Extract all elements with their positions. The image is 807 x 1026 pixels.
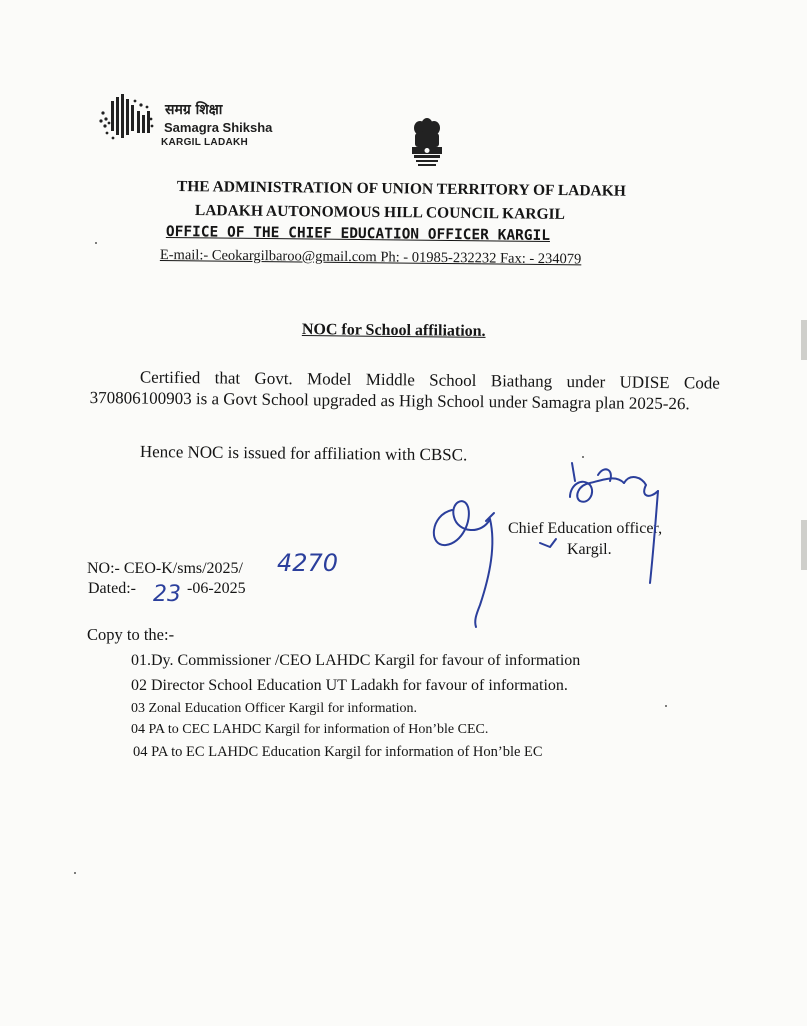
letterhead-line-1: THE ADMINISTRATION OF UNION TERRITORY OF LADAKH bbox=[176, 178, 626, 200]
national-emblem-icon bbox=[406, 118, 448, 170]
signatory-title: Chief Education officer, bbox=[508, 520, 663, 537]
scan-speck bbox=[74, 872, 76, 874]
logo-subtitle: KARGIL LADAKH bbox=[161, 137, 249, 148]
scan-speck bbox=[582, 456, 584, 458]
body-paragraph-2: Hence NOC is issued for affiliation with CBSC. bbox=[139, 442, 468, 465]
body-paragraph-1: Certified that Govt. Model Middle School Biathang under UDISE Code 370806100903 is a Govt School upgraded as High School under Samagra plan 2025-26. bbox=[89, 367, 720, 414]
samagra-shiksha-logo-icon bbox=[97, 93, 155, 143]
logo-hindi-text: समग्र शिक्षा bbox=[165, 102, 223, 118]
dated-label: Dated:- bbox=[88, 580, 136, 597]
letterhead-office-title: OFFICE OF THE CHIEF EDUCATION OFFICER KARGIL bbox=[165, 224, 551, 245]
copy-list-item: 01.Dy. Commissioner /CEO LAHDC Kargil for favour of information bbox=[131, 652, 581, 669]
logo-name: Samagra Shiksha bbox=[164, 120, 273, 135]
scan-edge-shadow bbox=[801, 320, 807, 360]
dated-day-handwritten: 23 bbox=[153, 582, 181, 607]
scan-speck bbox=[95, 242, 97, 244]
document-subject: NOC for School affiliation. bbox=[301, 321, 486, 340]
dated-month-year: -06-2025 bbox=[187, 580, 246, 597]
signatory-place: Kargil. bbox=[567, 541, 612, 558]
copy-list-item: 04 PA to CEC LAHDC Kargil for information of Hon’ble CEC. bbox=[131, 722, 489, 737]
document-body bbox=[90, 366, 720, 415]
copy-to-label: Copy to the:- bbox=[87, 625, 175, 644]
letterhead-line-2: LADAKH AUTONOMOUS HILL COUNCIL KARGIL bbox=[194, 202, 566, 223]
copy-list-item: 03 Zonal Education Officer Kargil for information. bbox=[131, 701, 418, 716]
scan-speck bbox=[665, 705, 667, 707]
reference-number-handwritten: 4270 bbox=[277, 549, 339, 577]
scan-edge-shadow bbox=[801, 520, 807, 570]
copy-list-item: 02 Director School Education UT Ladakh for favour of information. bbox=[131, 677, 568, 694]
copy-list-item: 04 PA to EC LAHDC Education Kargil for information of Hon’ble EC bbox=[133, 744, 543, 760]
reference-number-label: NO:- CEO-K/sms/2025/ bbox=[87, 560, 243, 577]
letterhead-contact: E-mail:- Ceokargilbaroo@gmail.com Ph: - 01985-232232 Fax: - 234079 bbox=[159, 247, 582, 268]
handwritten-signature bbox=[420, 455, 710, 635]
